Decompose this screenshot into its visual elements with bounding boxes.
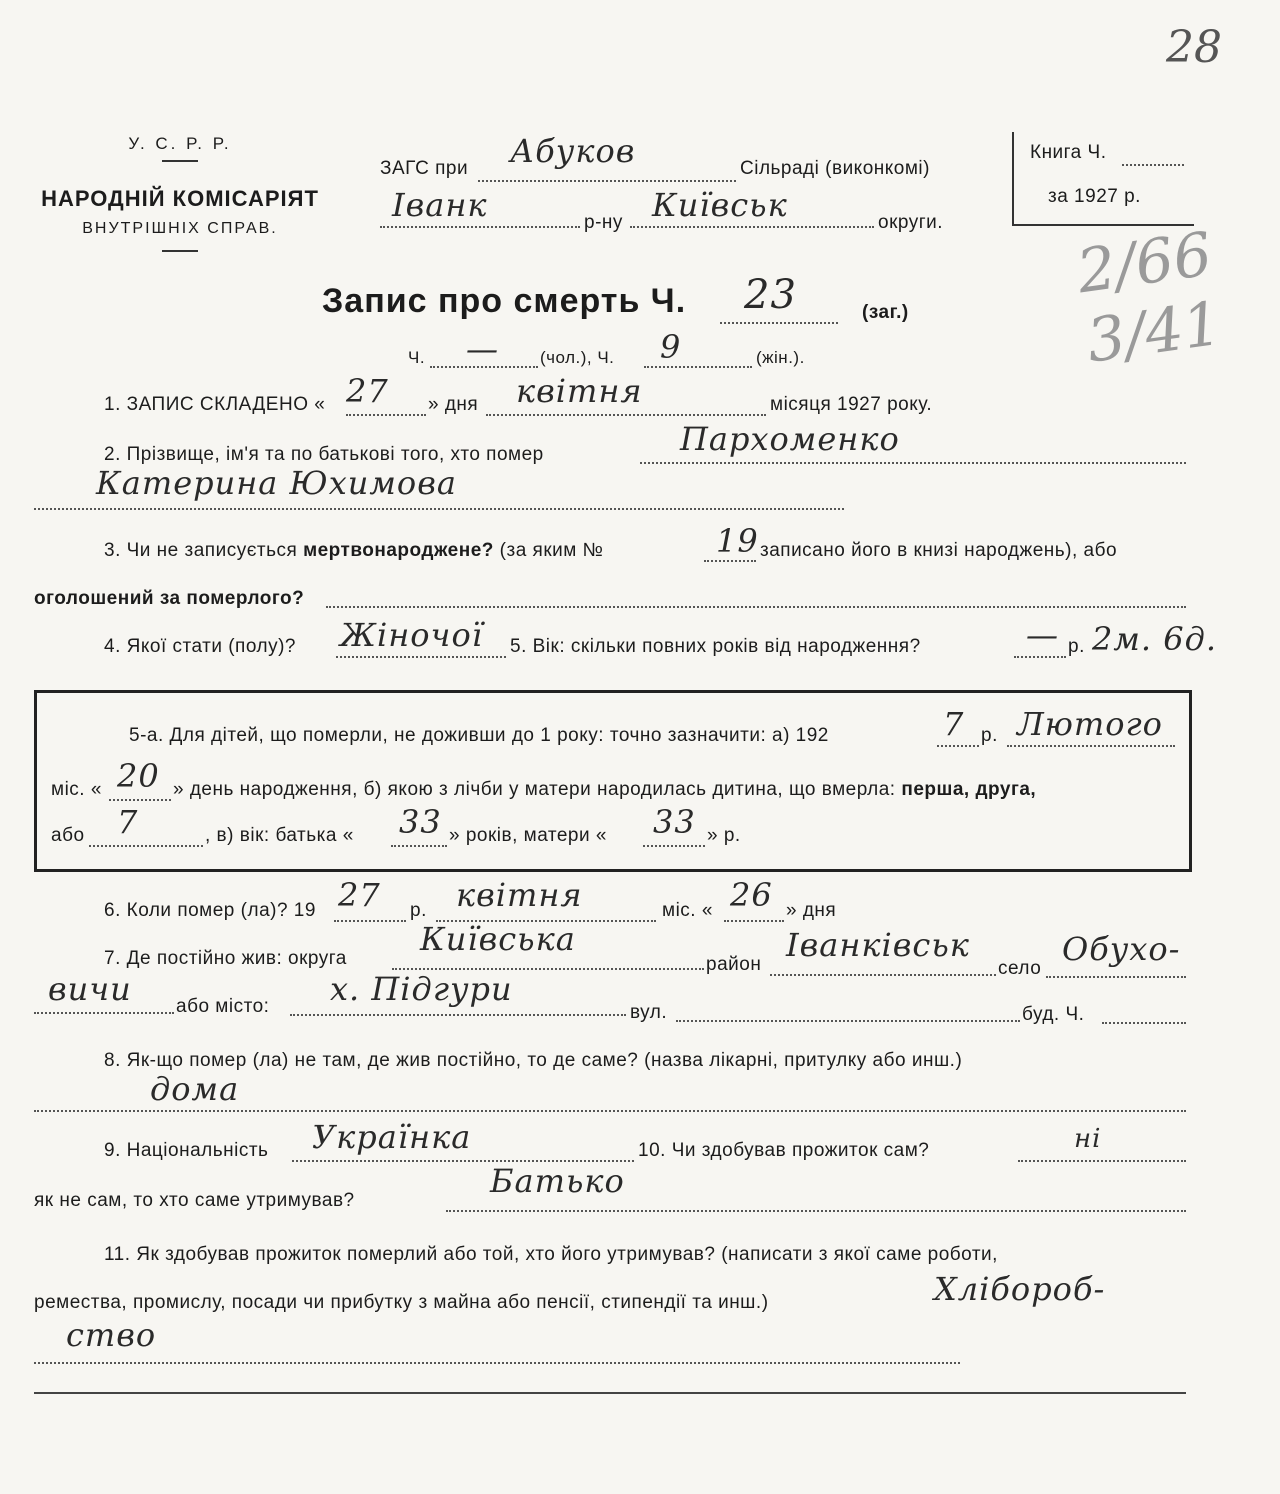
item7-raion: Іванківськ <box>786 926 970 964</box>
item7-misto-label: або місто: <box>176 996 270 1017</box>
item5-years-field[interactable] <box>1014 656 1066 658</box>
item1-tail: місяця 1927 року. <box>770 394 933 415</box>
item11-line1: 11. Як здобував прожиток померлий або той, хто його утримував? (написати з якої саме роботи, <box>104 1244 998 1265</box>
item7-misto-field[interactable] <box>290 1014 626 1016</box>
item1-label: 1. ЗАПИС СКЛАДЕНО « <box>104 394 326 415</box>
item8-place-field[interactable] <box>34 1110 1186 1112</box>
commissariat-label: НАРОДНІЙ КОМІСАРІЯТ <box>41 186 319 211</box>
infant-line3b: » років, матери « <box>449 825 607 846</box>
item5-suffix: р. <box>1068 636 1085 657</box>
okruha-value: Київськ <box>652 186 788 224</box>
book-year-label: за 1927 р. <box>1048 186 1141 207</box>
infant-r: р. <box>981 725 998 746</box>
item7-street-field[interactable] <box>676 1020 1020 1022</box>
birth-order-options: перша, друга, <box>901 779 1037 800</box>
book-box <box>1012 132 1194 226</box>
infant-abo: або <box>51 825 85 846</box>
item5-age-label: 5. Вік: скільки повних років від народження? <box>510 636 921 657</box>
male-suffix: (чол.), Ч. <box>540 348 615 367</box>
infant-section-box <box>34 690 1192 872</box>
item10-who-field[interactable] <box>446 1210 1186 1212</box>
item6-mis: міс. « <box>662 900 713 921</box>
item6-year: 27 <box>338 876 381 914</box>
item5-years: — <box>1026 616 1059 654</box>
item1-month-field[interactable] <box>486 414 766 416</box>
stillborn-label: мертвонароджене? <box>303 540 494 561</box>
item6-month: квітня <box>456 876 583 914</box>
item10-self: ні <box>1074 1124 1102 1154</box>
item7-selo-a: Обухо- <box>1062 930 1181 968</box>
item6-label: 6. Коли помер (ла)? 19 <box>104 900 316 921</box>
item10-who: Батько <box>490 1162 625 1200</box>
item4-sex-field[interactable] <box>336 656 506 658</box>
item11-occupation-field[interactable] <box>34 1362 960 1364</box>
bottom-rule <box>34 1392 1186 1394</box>
divider <box>162 250 198 252</box>
infant-day-field[interactable] <box>109 799 171 801</box>
item8-label: 8. Як-що помер (ла) не там, де жив постійно, то де саме? (назва лікарні, притулку або инш.) <box>104 1050 963 1071</box>
infant-birth-month: Лютого <box>1017 705 1163 743</box>
item6-day-field[interactable] <box>724 920 784 922</box>
item1-day: 27 <box>346 372 389 410</box>
father-age: 33 <box>399 803 442 841</box>
item3-number-field[interactable] <box>704 560 756 562</box>
item7-bud-label: буд. Ч. <box>1022 1004 1085 1025</box>
item9-label: 9. Національність <box>104 1140 269 1161</box>
infant-line3c: » р. <box>707 825 741 846</box>
infant-birth-year: 7 <box>943 705 965 743</box>
issuer-header <box>30 134 330 252</box>
record-number-field[interactable] <box>720 322 838 324</box>
item3-label-c: записано його в книзі народжень), або <box>760 540 1118 561</box>
item10-label: 10. Чи здобував прожиток сам? <box>638 1140 930 1161</box>
item7-raion-label: район <box>706 954 762 975</box>
item7-selo-b: вичи <box>48 970 132 1008</box>
form-title: Запис про смерть Ч. <box>322 282 687 320</box>
item3-number: 19 <box>716 522 759 560</box>
item7-misto: х. Підгури <box>330 970 513 1008</box>
item6-day: 26 <box>730 876 773 914</box>
okruha-label: округи. <box>878 212 944 233</box>
item3-label-a: 3. Чи не записується мертвонароджене? (за яким № <box>104 540 604 561</box>
item8-place: дома <box>150 1070 240 1108</box>
item7-raion-field[interactable] <box>770 974 996 976</box>
female-field[interactable] <box>644 366 752 368</box>
record-suffix: (заг.) <box>862 302 909 323</box>
item1-day-field[interactable] <box>346 414 426 416</box>
item7-house-field[interactable] <box>1102 1022 1186 1024</box>
book-number-field[interactable] <box>1122 164 1184 166</box>
item2-label: 2. Прізвище, ім'я та по батькові того, хто помер <box>104 444 544 465</box>
item10-who-label: як не сам, то хто саме утримував? <box>34 1190 355 1211</box>
record-number: 23 <box>744 272 797 318</box>
infant-line1: 5-а. Для дітей, що померли, не доживши до 1 року: точно зазначити: а) 192 <box>129 725 829 746</box>
item6-tail: » дня <box>786 900 837 921</box>
item7-selo-field[interactable] <box>1046 976 1186 978</box>
item11-occupation-a: Хлібороб- <box>934 1270 1106 1308</box>
item2-surname-field[interactable] <box>640 462 1186 464</box>
declared-dead-label: оголошений за померлого? <box>34 588 305 609</box>
infant-line3a: , в) вік: батька « <box>205 825 354 846</box>
divider <box>162 160 198 162</box>
okruha-field[interactable] <box>630 226 874 228</box>
infant-year-field[interactable] <box>937 745 979 747</box>
district-label: р-ну <box>584 212 623 233</box>
item7-selo-cont-field[interactable] <box>34 1012 174 1014</box>
item6-year-field[interactable] <box>334 920 406 922</box>
item7-vul-label: вул. <box>630 1002 668 1023</box>
female-count: 9 <box>660 328 682 366</box>
item2-name-field[interactable] <box>34 508 844 510</box>
mother-age-field[interactable] <box>643 845 705 847</box>
item6-r: р. <box>410 900 427 921</box>
item10-self-field[interactable] <box>1018 1160 1186 1162</box>
infant-birth-day: 20 <box>117 757 160 795</box>
village-value: Абуков <box>510 132 636 170</box>
district-field[interactable] <box>380 226 580 228</box>
book-number-label: Книга Ч. <box>1030 142 1107 163</box>
item7-okruha: Київська <box>420 920 576 958</box>
male-label: Ч. <box>408 348 426 367</box>
item11-occupation-b: ство <box>66 1316 157 1354</box>
item4-sex: Жіночої <box>340 616 483 654</box>
infant-mis-label: міс. « <box>51 779 102 800</box>
republic-label: У. С. Р. Р. <box>128 134 232 153</box>
council-label: Сільраді (виконкомі) <box>740 158 930 179</box>
infant-order: 7 <box>117 803 139 841</box>
margin-marks: 2/66 3/41 <box>1072 219 1226 377</box>
item1-day-suffix: » дня <box>428 394 479 415</box>
infant-line2: » день народження, б) якою з лічби у матери народилась дитина, що вмерла: перша, друга, <box>173 779 1037 800</box>
item11-line2: ремества, промислу, посади чи прибутку з майна або пенсії, стипендії та инш.) <box>34 1292 769 1313</box>
infant-order-field[interactable] <box>89 845 203 847</box>
mother-age: 33 <box>653 803 696 841</box>
archive-page-number: 28 <box>1166 22 1222 73</box>
item3-declared-field[interactable] <box>326 606 1186 608</box>
item7-label: 7. Де постійно жив: округа <box>104 948 347 969</box>
infant-month-field[interactable] <box>1007 745 1175 747</box>
zags-label: ЗАГС при <box>380 158 469 179</box>
item2-name: Катерина Юхимова <box>96 464 457 502</box>
district-value: Іванк <box>392 186 488 224</box>
department-label: ВНУТРІШНІХ СПРАВ. <box>82 220 278 237</box>
item1-month: квітня <box>516 372 643 410</box>
item4-label: 4. Якої стати (полу)? <box>104 636 296 657</box>
item9-nation: Українка <box>312 1118 472 1156</box>
item2-surname: Пархоменко <box>680 420 900 458</box>
item7-selo-label: село <box>998 958 1042 979</box>
female-suffix: (жін.). <box>756 348 805 367</box>
father-age-field[interactable] <box>391 845 447 847</box>
item5-age-value: 2м. 6д. <box>1092 620 1218 658</box>
village-field[interactable] <box>478 180 736 182</box>
male-count: — <box>466 330 499 368</box>
